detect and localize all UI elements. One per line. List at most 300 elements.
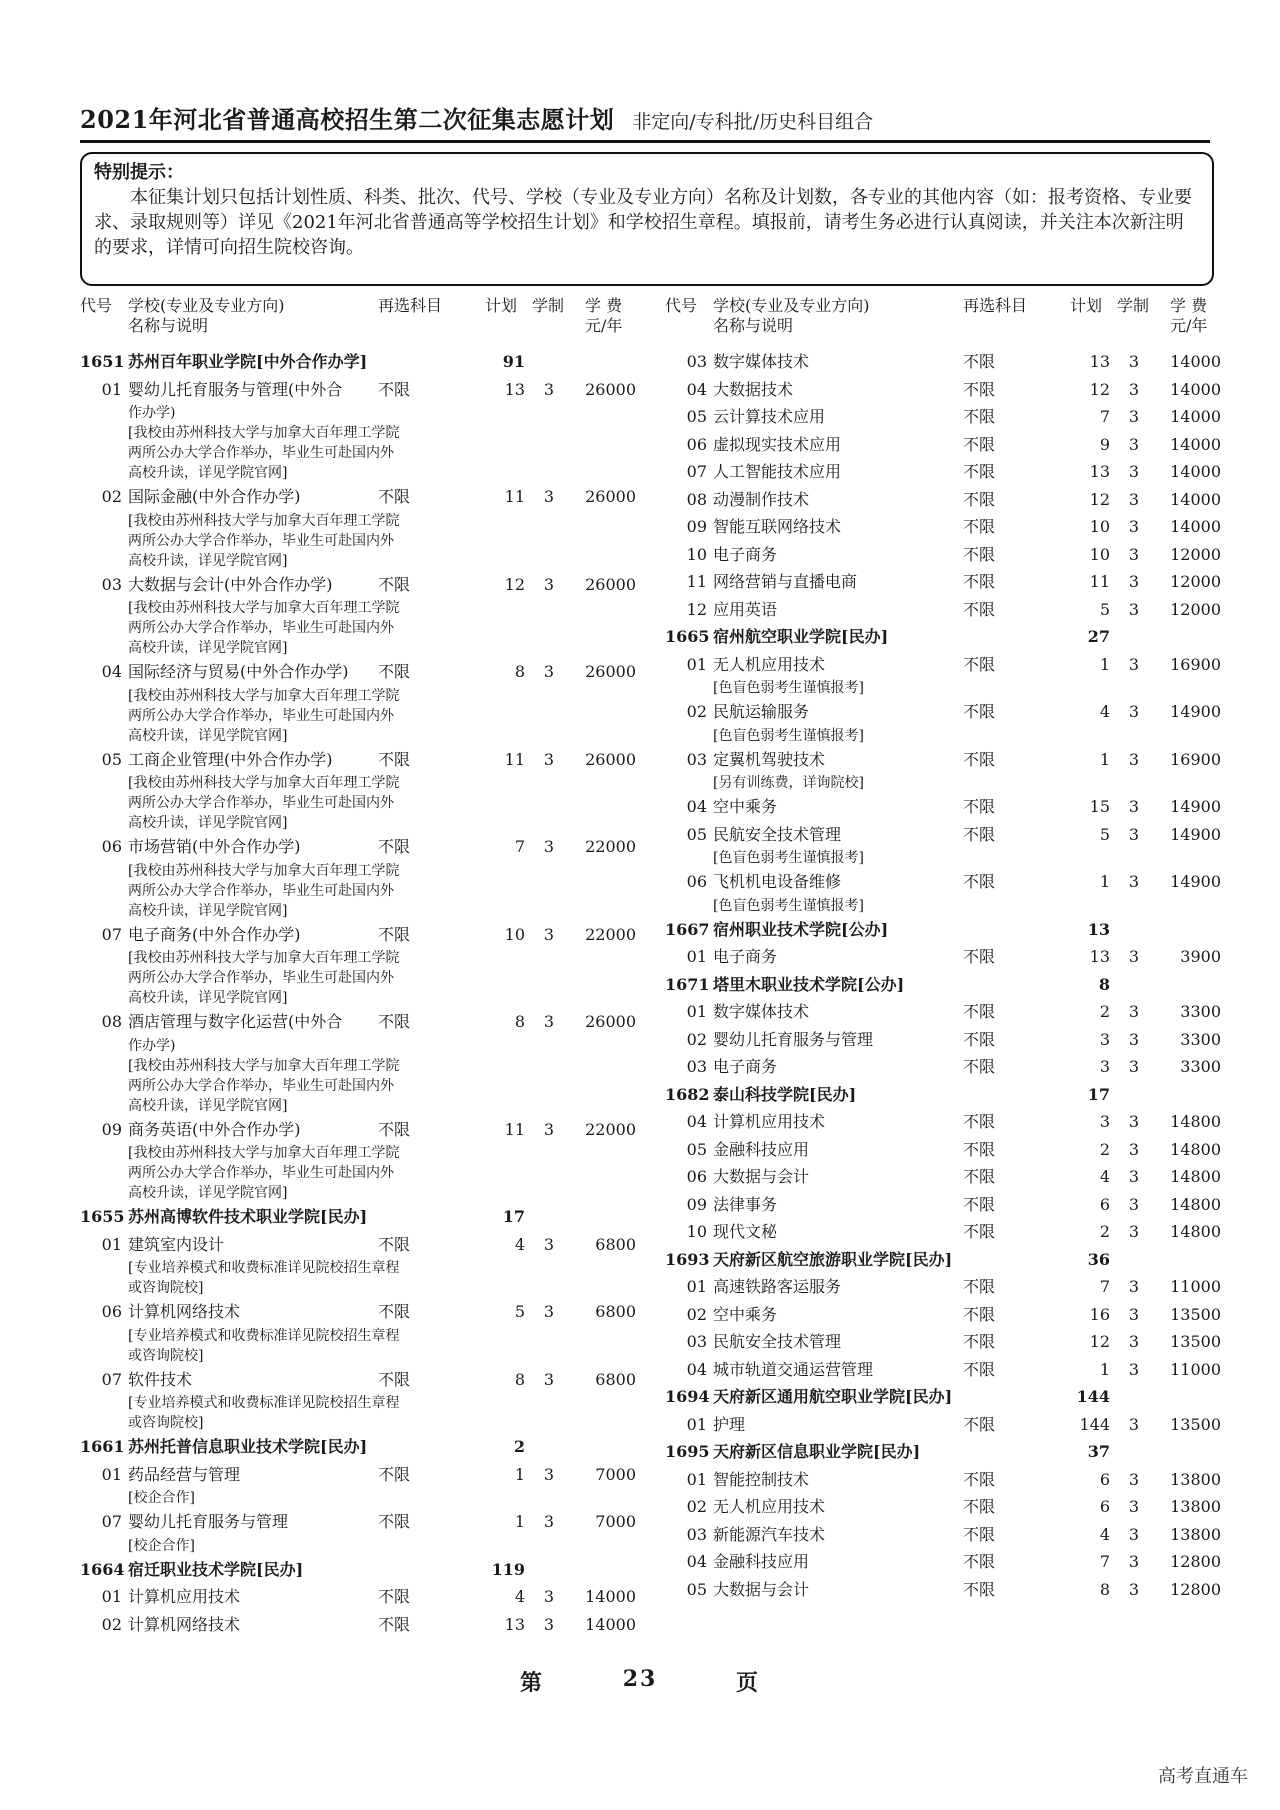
major-duration: 3	[1128, 1222, 1140, 1241]
major-code: 02	[686, 702, 707, 721]
major-name: 应用英语	[713, 599, 778, 619]
major-plan: 11	[504, 487, 525, 506]
major-duration: 3	[543, 1369, 555, 1389]
major-code: 04	[101, 662, 122, 681]
major-name: 商务英语(中外合作办学)	[128, 1119, 301, 1139]
major-note-text: [我校由苏州科技大学与加拿大百年理工学院	[128, 862, 400, 879]
major-plan: 6	[1099, 1497, 1110, 1516]
col-plan-header: 计划	[1070, 296, 1103, 315]
major-name: 药品经营与管理	[128, 1464, 241, 1484]
school-code: 1667	[665, 919, 710, 939]
major-subject-requirement: 不限	[378, 487, 411, 506]
major-duration: 3	[1128, 1332, 1140, 1351]
major-plan: 7	[1099, 407, 1110, 426]
major-note	[80, 598, 640, 618]
school-code: 1651	[80, 352, 125, 371]
major-note	[80, 1183, 640, 1203]
major-subject-requirement: 不限	[963, 1359, 996, 1379]
major-note-text: [色盲色弱考生谨慎报考]	[713, 727, 864, 744]
major-row	[665, 1411, 1225, 1439]
major-duration: 3	[1128, 824, 1140, 844]
major-duration: 3	[1128, 1469, 1140, 1489]
col-fee-header-2: 元/年	[1170, 316, 1208, 335]
major-fee: 26000	[585, 1012, 636, 1031]
major-duration: 3	[1128, 572, 1140, 591]
school-row	[665, 1081, 1225, 1109]
major-duration: 3	[1128, 407, 1140, 426]
major-name: 酒店管理与数字化运营(中外合	[128, 1012, 343, 1031]
major-plan: 16	[1089, 1304, 1110, 1324]
major-fee: 6800	[595, 1302, 636, 1321]
major-note	[80, 686, 640, 706]
major-name: 建筑室内设计	[128, 1234, 225, 1254]
school-name: 苏州高博软件技术职业学院[民办]	[128, 1207, 368, 1226]
school-code: 1693	[665, 1249, 710, 1269]
school-code: 1655	[80, 1207, 125, 1226]
major-subject-requirement: 不限	[963, 489, 996, 509]
major-code: 05	[686, 1139, 707, 1159]
major-fee: 3300	[1180, 1057, 1221, 1076]
major-subject-requirement: 不限	[378, 1119, 411, 1139]
major-plan: 11	[504, 1119, 525, 1139]
major-plan: 5	[1099, 824, 1110, 844]
major-name: 法律事务	[713, 1194, 778, 1214]
col-fee-header: 学 费	[1170, 296, 1208, 315]
major-row	[80, 1583, 640, 1611]
col-fee-header-2: 元/年	[585, 316, 623, 335]
major-code: 03	[686, 1332, 707, 1351]
major-note	[80, 1143, 640, 1163]
major-duration: 3	[543, 1614, 555, 1634]
major-code: 06	[686, 872, 707, 891]
major-plan: 2	[1099, 1222, 1110, 1241]
major-duration: 3	[543, 1234, 555, 1254]
major-name: 空中乘务	[713, 797, 778, 816]
major-row	[80, 746, 640, 774]
major-fee: 12800	[1170, 1579, 1221, 1599]
major-code: 03	[686, 1057, 707, 1076]
major-code: 03	[686, 1524, 707, 1544]
major-note	[80, 443, 640, 463]
major-fee: 7000	[595, 1512, 636, 1531]
major-name: 空中乘务	[713, 1304, 778, 1324]
major-fee: 13800	[1170, 1497, 1221, 1516]
major-plan: 12	[1089, 379, 1110, 399]
major-row	[665, 1356, 1225, 1384]
major-duration: 3	[543, 1464, 555, 1484]
major-plan: 4	[514, 1234, 525, 1254]
major-plan: 2	[1099, 1002, 1110, 1021]
major-name: 无人机应用技术	[713, 1497, 826, 1516]
major-name: 计算机网络技术	[128, 1302, 241, 1321]
major-row	[665, 746, 1225, 774]
page-suffix: 页	[735, 1670, 760, 1696]
major-name: 高速铁路客运服务	[713, 1277, 842, 1296]
major-note	[665, 678, 1225, 698]
major-name: 虚拟现实技术应用	[713, 434, 842, 454]
page-header	[80, 100, 1210, 134]
major-code: 06	[101, 1302, 122, 1321]
major-duration: 3	[543, 749, 555, 769]
major-note-text: 高校升读，详见学院官网]	[128, 1185, 288, 1201]
major-code: 06	[686, 434, 707, 454]
major-code: 09	[686, 517, 707, 536]
major-plan: 8	[514, 1012, 525, 1031]
major-row	[665, 1053, 1225, 1081]
major-name: 国际金融(中外合作办学)	[128, 487, 301, 506]
major-subject-requirement: 不限	[963, 654, 996, 674]
major-subject-requirement: 不限	[963, 1139, 996, 1159]
major-note-text: [色盲色弱考生谨慎报考]	[713, 897, 864, 914]
major-subject-requirement: 不限	[963, 1277, 996, 1296]
major-name: 大数据与会计	[713, 1579, 810, 1599]
brand-watermark: 高考直通车	[1158, 1766, 1248, 1787]
major-subject-requirement: 不限	[963, 872, 996, 891]
major-fee: 14800	[1170, 1194, 1221, 1214]
school-row	[80, 348, 640, 376]
major-duration: 3	[1128, 1029, 1140, 1049]
major-row	[80, 1366, 640, 1394]
major-plan: 10	[1089, 544, 1110, 564]
major-fee: 14000	[1170, 489, 1221, 509]
major-plan: 9	[1099, 434, 1110, 454]
major-row	[80, 1008, 640, 1036]
major-duration: 3	[543, 837, 555, 856]
major-subject-requirement: 不限	[963, 434, 996, 454]
major-plan: 1	[1099, 1359, 1110, 1379]
major-name: 计算机网络技术	[128, 1614, 241, 1634]
major-fee: 14800	[1170, 1167, 1221, 1186]
col-code-header: 代号	[80, 296, 113, 315]
major-fee: 14000	[585, 1614, 636, 1634]
major-name: 婴幼儿托育服务与管理(中外合	[128, 379, 343, 399]
major-name: 计算机应用技术	[128, 1587, 241, 1606]
major-subject-requirement: 不限	[963, 1414, 996, 1434]
major-row	[80, 1508, 640, 1536]
major-plan: 1	[1099, 749, 1110, 769]
major-plan: 7	[1099, 1552, 1110, 1571]
col-name-header: 学校(专业及专业方向)	[713, 296, 870, 315]
major-note	[80, 1163, 640, 1183]
major-code: 07	[101, 1512, 122, 1531]
major-row	[665, 1548, 1225, 1576]
major-plan: 10	[1089, 517, 1110, 536]
major-note-text: 或咨询院校]	[128, 1415, 204, 1431]
major-subject-requirement: 不限	[963, 1194, 996, 1214]
school-row	[665, 623, 1225, 651]
major-fee: 14900	[1170, 872, 1221, 891]
major-note	[80, 403, 640, 423]
major-row	[80, 376, 640, 404]
major-note-text: 高校升读，详见学院官网]	[128, 815, 288, 831]
major-code: 01	[101, 1587, 122, 1606]
major-duration: 3	[1128, 1139, 1140, 1159]
major-name: 新能源汽车技术	[713, 1524, 826, 1544]
major-row	[665, 868, 1225, 896]
major-row	[665, 1273, 1225, 1301]
major-subject-requirement: 不限	[378, 1012, 411, 1031]
major-plan: 11	[1089, 572, 1110, 591]
major-duration: 3	[1128, 702, 1140, 721]
major-plan: 13	[1089, 947, 1110, 966]
major-note-text: 高校升读，详见学院官网]	[128, 1097, 288, 1114]
school-name: 苏州百年职业学院[中外合作办学]	[128, 352, 368, 371]
major-name: 电子商务	[713, 544, 778, 564]
major-row	[665, 1163, 1225, 1191]
major-fee: 14900	[1170, 797, 1221, 816]
school-code: 1695	[665, 1442, 710, 1461]
major-code: 02	[686, 1497, 707, 1516]
right-column	[665, 296, 1225, 1603]
column-header	[665, 296, 1225, 348]
major-note	[80, 1076, 640, 1096]
school-plan-total: 13	[1087, 919, 1110, 939]
column-header	[80, 296, 640, 348]
major-name: 智能控制技术	[713, 1469, 810, 1489]
school-name: 宿州航空职业学院[民办]	[713, 627, 889, 646]
major-note	[665, 848, 1225, 868]
major-subject-requirement: 不限	[378, 924, 411, 944]
major-plan: 1	[514, 1512, 525, 1531]
major-row	[665, 1026, 1225, 1054]
major-fee: 12000	[1170, 572, 1221, 591]
major-fee: 3300	[1180, 1029, 1221, 1049]
major-note	[80, 793, 640, 813]
major-code: 03	[101, 574, 122, 594]
major-fee: 14000	[1170, 352, 1221, 371]
major-duration: 3	[543, 574, 555, 594]
major-subject-requirement: 不限	[963, 1304, 996, 1324]
major-code: 08	[686, 489, 707, 509]
major-row	[80, 1231, 640, 1259]
major-fee: 14800	[1170, 1112, 1221, 1131]
col-subject-header: 再选科目	[963, 296, 1028, 315]
major-fee: 22000	[585, 924, 636, 944]
major-name: 飞机机电设备维修	[713, 872, 842, 891]
major-duration: 3	[1128, 517, 1140, 536]
school-code: 1694	[665, 1387, 710, 1406]
school-plan-total: 144	[1076, 1387, 1110, 1406]
major-subject-requirement: 不限	[963, 1469, 996, 1489]
major-note	[80, 1413, 640, 1433]
major-duration: 3	[1128, 544, 1140, 564]
col-name-header-2: 名称与说明	[713, 316, 794, 335]
major-note-text: 作办学)	[128, 405, 176, 421]
major-plan: 3	[1099, 1112, 1110, 1131]
major-subject-requirement: 不限	[963, 1057, 996, 1076]
school-code: 1661	[80, 1437, 125, 1456]
major-code: 03	[686, 352, 707, 371]
major-subject-requirement: 不限	[963, 1524, 996, 1544]
major-row	[80, 921, 640, 949]
major-note	[80, 773, 640, 793]
major-note	[80, 531, 640, 551]
school-plan-total: 37	[1087, 1442, 1110, 1461]
major-fee: 12000	[1170, 544, 1221, 564]
major-note	[80, 1096, 640, 1116]
major-note-text: [我校由苏州科技大学与加拿大百年理工学院	[128, 687, 400, 704]
major-row	[80, 658, 640, 686]
major-note	[80, 1036, 640, 1056]
major-note-text: [我校由苏州科技大学与加拿大百年理工学院	[128, 950, 400, 966]
major-row	[80, 571, 640, 599]
major-duration: 3	[1128, 654, 1140, 674]
major-fee: 14000	[1170, 462, 1221, 481]
major-code: 01	[101, 1234, 122, 1254]
major-duration: 3	[1128, 1277, 1140, 1296]
major-note-text: 两所公办大学合作举办，毕业生可赴国内外	[128, 1165, 394, 1181]
major-subject-requirement: 不限	[963, 572, 996, 591]
school-plan-total: 91	[502, 352, 525, 371]
major-duration: 3	[1128, 1057, 1140, 1076]
school-row	[665, 971, 1225, 999]
major-row	[665, 568, 1225, 596]
major-subject-requirement: 不限	[378, 379, 411, 399]
major-row	[665, 376, 1225, 404]
major-duration: 3	[1128, 1304, 1140, 1324]
major-fee: 14800	[1170, 1222, 1221, 1241]
major-row	[665, 1576, 1225, 1604]
major-plan: 2	[1099, 1139, 1110, 1159]
major-duration: 3	[543, 1512, 555, 1531]
major-row	[665, 431, 1225, 459]
major-subject-requirement: 不限	[378, 1614, 411, 1634]
major-note-text: 或咨询院校]	[128, 1280, 204, 1296]
major-row	[665, 698, 1225, 726]
major-row	[665, 943, 1225, 971]
major-subject-requirement: 不限	[378, 574, 411, 594]
major-code: 03	[686, 749, 707, 769]
major-note	[80, 463, 640, 483]
major-row	[665, 1136, 1225, 1164]
major-fee: 14000	[1170, 517, 1221, 536]
left-column	[80, 296, 640, 1638]
major-name: 大数据技术	[713, 379, 794, 399]
major-code: 04	[686, 1552, 707, 1571]
major-code: 02	[101, 1614, 122, 1634]
major-duration: 3	[1128, 1002, 1140, 1021]
major-row	[80, 1461, 640, 1489]
major-row	[665, 1521, 1225, 1549]
major-plan: 1	[1099, 654, 1110, 674]
major-note-text: [校企合作]	[128, 1537, 195, 1554]
major-note-text: 两所公办大学合作举办，毕业生可赴国内外	[128, 532, 394, 549]
major-subject-requirement: 不限	[963, 599, 996, 619]
major-code: 01	[686, 1277, 707, 1296]
school-name: 宿迁职业技术学院[民办]	[128, 1559, 304, 1579]
major-note-text: 高校升读，详见学院官网]	[128, 640, 288, 656]
major-plan: 4	[514, 1587, 525, 1606]
major-duration: 3	[1128, 599, 1140, 619]
major-code: 02	[686, 1304, 707, 1324]
major-note	[80, 813, 640, 833]
major-code: 04	[686, 379, 707, 399]
major-name: 大数据与会计(中外合作办学)	[128, 574, 333, 594]
major-note-text: [色盲色弱考生谨慎报考]	[713, 850, 864, 866]
major-note-text: [我校由苏州科技大学与加拿大百年理工学院	[128, 600, 400, 616]
major-fee: 7000	[595, 1464, 636, 1484]
major-fee: 26000	[585, 487, 636, 506]
major-name: 软件技术	[128, 1369, 193, 1389]
major-name: 民航运输服务	[713, 702, 810, 721]
page-number-value: 23	[622, 1666, 658, 1692]
school-code: 1682	[665, 1084, 710, 1104]
major-fee: 11000	[1170, 1359, 1221, 1379]
major-fee: 13800	[1170, 1524, 1221, 1544]
major-duration: 3	[543, 487, 555, 506]
major-note-text: [我校由苏州科技大学与加拿大百年理工学院	[128, 1057, 400, 1074]
school-row	[80, 1203, 640, 1231]
major-plan: 8	[514, 662, 525, 681]
major-code: 04	[686, 1112, 707, 1131]
major-duration: 3	[543, 924, 555, 944]
major-plan: 6	[1099, 1469, 1110, 1489]
major-duration: 3	[1128, 379, 1140, 399]
major-note	[665, 726, 1225, 746]
major-note-text: 高校升读，详见学院官网]	[128, 902, 288, 919]
major-note	[80, 901, 640, 921]
major-duration: 3	[543, 1302, 555, 1321]
major-subject-requirement: 不限	[963, 1332, 996, 1351]
major-name: 定翼机驾驶技术	[713, 749, 826, 769]
major-fee: 6800	[595, 1234, 636, 1254]
major-note-text: 两所公办大学合作举办，毕业生可赴国内外	[128, 620, 394, 636]
major-note	[80, 881, 640, 901]
major-subject-requirement: 不限	[378, 837, 411, 856]
major-code: 05	[686, 824, 707, 844]
major-row	[665, 1108, 1225, 1136]
major-note	[80, 988, 640, 1008]
major-subject-requirement: 不限	[963, 544, 996, 564]
major-note	[80, 638, 640, 658]
major-plan: 12	[1089, 489, 1110, 509]
major-name: 电子商务	[713, 947, 778, 966]
major-note	[80, 618, 640, 638]
major-plan: 144	[1079, 1414, 1110, 1434]
major-note	[80, 948, 640, 968]
major-note-text: 高校升读，详见学院官网]	[128, 465, 288, 481]
major-duration: 3	[1128, 1112, 1140, 1131]
major-subject-requirement: 不限	[963, 407, 996, 426]
major-note-text: [色盲色弱考生谨慎报考]	[713, 680, 864, 696]
major-name: 动漫制作技术	[713, 489, 810, 509]
major-name: 民航安全技术管理	[713, 1332, 842, 1351]
major-row	[80, 1611, 640, 1639]
major-code: 07	[686, 462, 707, 481]
major-plan: 10	[504, 924, 525, 944]
major-duration: 3	[1128, 1414, 1140, 1434]
page-title: 2021年河北省普通高校招生第二次征集志愿计划	[80, 105, 615, 134]
major-duration: 3	[1128, 1167, 1140, 1186]
major-fee: 12800	[1170, 1552, 1221, 1571]
school-plan-total: 36	[1087, 1249, 1110, 1269]
major-plan: 6	[1099, 1194, 1110, 1214]
major-row	[665, 348, 1225, 376]
major-code: 09	[101, 1119, 122, 1139]
major-code: 07	[101, 1369, 122, 1389]
major-name: 数字媒体技术	[713, 352, 810, 371]
major-plan: 5	[1099, 599, 1110, 619]
major-fee: 14000	[1170, 434, 1221, 454]
major-plan: 15	[1089, 797, 1110, 816]
major-subject-requirement: 不限	[378, 1234, 411, 1254]
major-code: 04	[686, 797, 707, 816]
major-note-text: [我校由苏州科技大学与加拿大百年理工学院	[128, 1145, 400, 1161]
major-row	[80, 483, 640, 511]
major-code: 05	[101, 749, 122, 769]
major-subject-requirement: 不限	[963, 947, 996, 966]
page-prefix: 第	[520, 1670, 545, 1696]
